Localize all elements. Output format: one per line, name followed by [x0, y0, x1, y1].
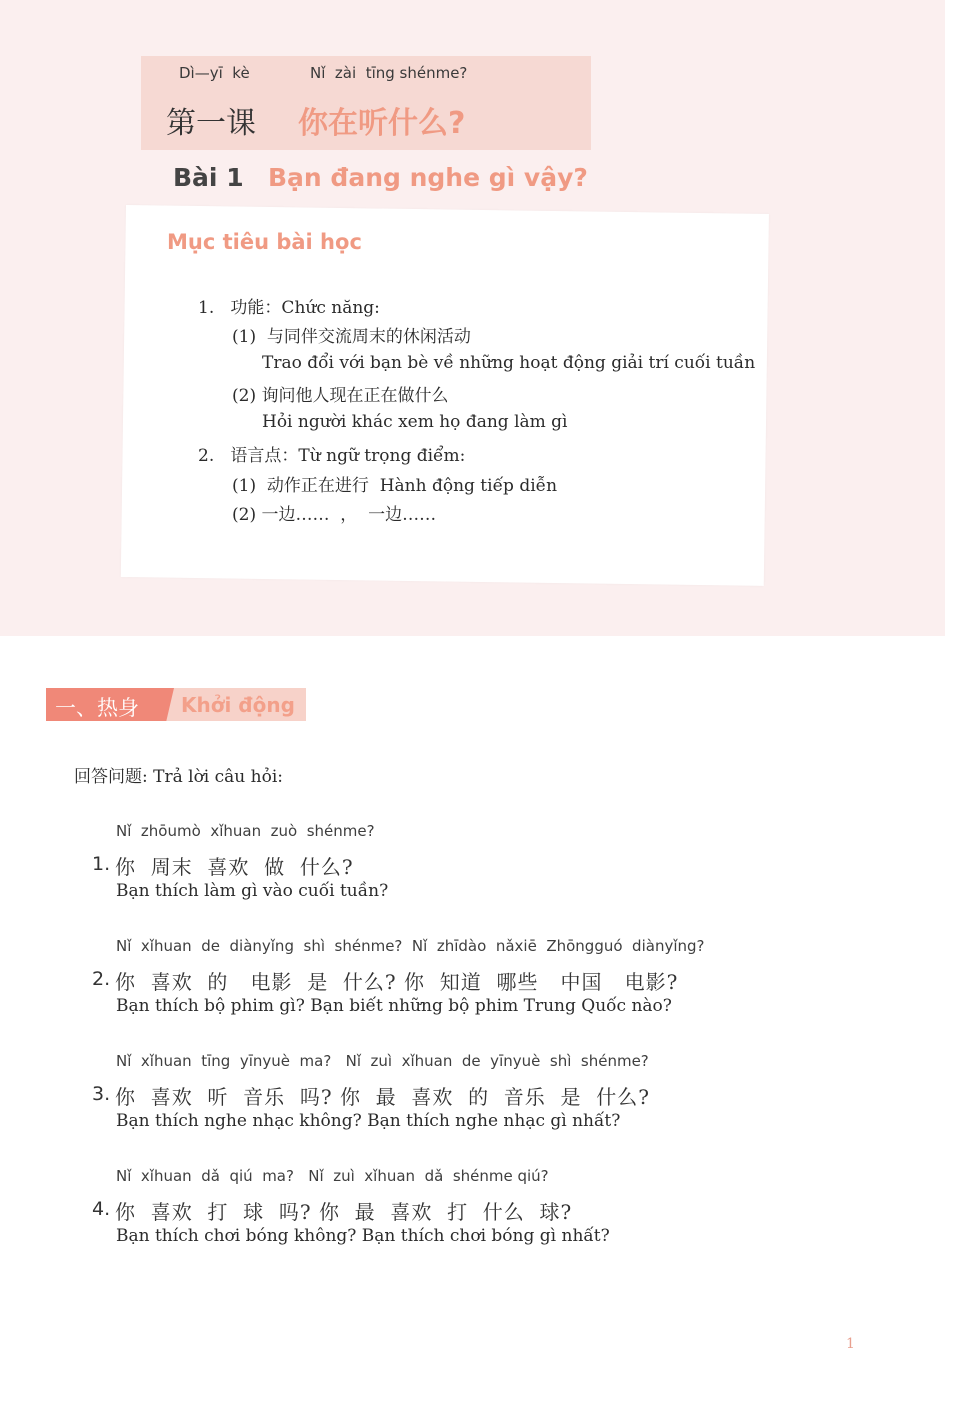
- goal-line: 2. 语言点：Từ ngữ trọng điểm:: [198, 446, 466, 466]
- question-chinese: 你 喜欢 听 音乐 吗? 你 最 喜欢 的 音乐 是 什么?: [115, 1085, 650, 1109]
- exercise-instruction: 回答问题: Trả lời câu hỏi:: [74, 767, 284, 787]
- question-pinyin: Nǐ zhōumò xǐhuan zuò shénme?: [116, 822, 375, 840]
- lesson-number-chinese: 第一课: [166, 106, 256, 141]
- question-chinese: 你 喜欢 的 电影 是 什么? 你 知道 哪些 中国 电影?: [115, 970, 679, 994]
- lesson-title-chinese: 你在听什么?: [298, 106, 466, 141]
- question-number: 1.: [92, 853, 111, 875]
- question-pinyin: Nǐ xǐhuan de diànyǐng shì shénme? Nǐ zhīdào nǎxiē Zhōngguó diànyǐng?: [116, 937, 705, 955]
- goal-line: 1. 功能：Chức năng:: [198, 298, 380, 318]
- lesson-title-vietnamese: Bạn đang nghe gì vậy?: [268, 163, 588, 192]
- lesson-goals-heading: Mục tiêu bài học: [167, 230, 362, 254]
- goal-line: (1) 动作正在进行 Hành động tiếp diễn: [232, 476, 558, 496]
- goal-line: Hỏi người khác xem họ đang làm gì: [262, 412, 568, 432]
- page-number: 1: [846, 1336, 855, 1352]
- goal-line: (1) 与同伴交流周末的休闲活动: [232, 327, 471, 347]
- lesson-pinyin: Dì—yī kè: [179, 64, 250, 82]
- question-number: 2.: [92, 968, 111, 990]
- question-pinyin: Nǐ xǐhuan dǎ qiú ma? Nǐ zuì xǐhuan dǎ shénme qiú?: [116, 1167, 549, 1185]
- question-number: 4.: [92, 1198, 111, 1220]
- goal-line: Trao đổi với bạn bè về những hoạt động giải trí cuối tuần: [262, 353, 756, 373]
- lesson-number-vietnamese: Bài 1: [173, 163, 244, 192]
- title-pinyin: Nǐ zài tīng shénme?: [310, 64, 468, 82]
- question-vietnamese: Bạn thích bộ phim gì? Bạn biết những bộ phim Trung Quốc nào?: [116, 996, 672, 1016]
- question-vietnamese: Bạn thích chơi bóng không? Bạn thích chơi bóng gì nhất?: [116, 1226, 610, 1246]
- question-number: 3.: [92, 1083, 111, 1105]
- question-chinese: 你 周末 喜欢 做 什么?: [115, 855, 354, 879]
- question-vietnamese: Bạn thích nghe nhạc không? Bạn thích nghe nhạc gì nhất?: [116, 1111, 621, 1131]
- goal-line: (2) 一边…… ， 一边……: [232, 505, 437, 525]
- section-title-vietnamese: Khởi động: [181, 693, 295, 717]
- section-title-chinese: 一、热身: [55, 696, 139, 720]
- question-chinese: 你 喜欢 打 球 吗? 你 最 喜欢 打 什么 球?: [115, 1200, 573, 1224]
- question-pinyin: Nǐ xǐhuan tīng yīnyuè ma? Nǐ zuì xǐhuan de yīnyuè shì shénme?: [116, 1052, 649, 1070]
- question-vietnamese: Bạn thích làm gì vào cuối tuần?: [116, 881, 389, 901]
- goal-line: (2) 询问他人现在正在做什么: [232, 386, 449, 406]
